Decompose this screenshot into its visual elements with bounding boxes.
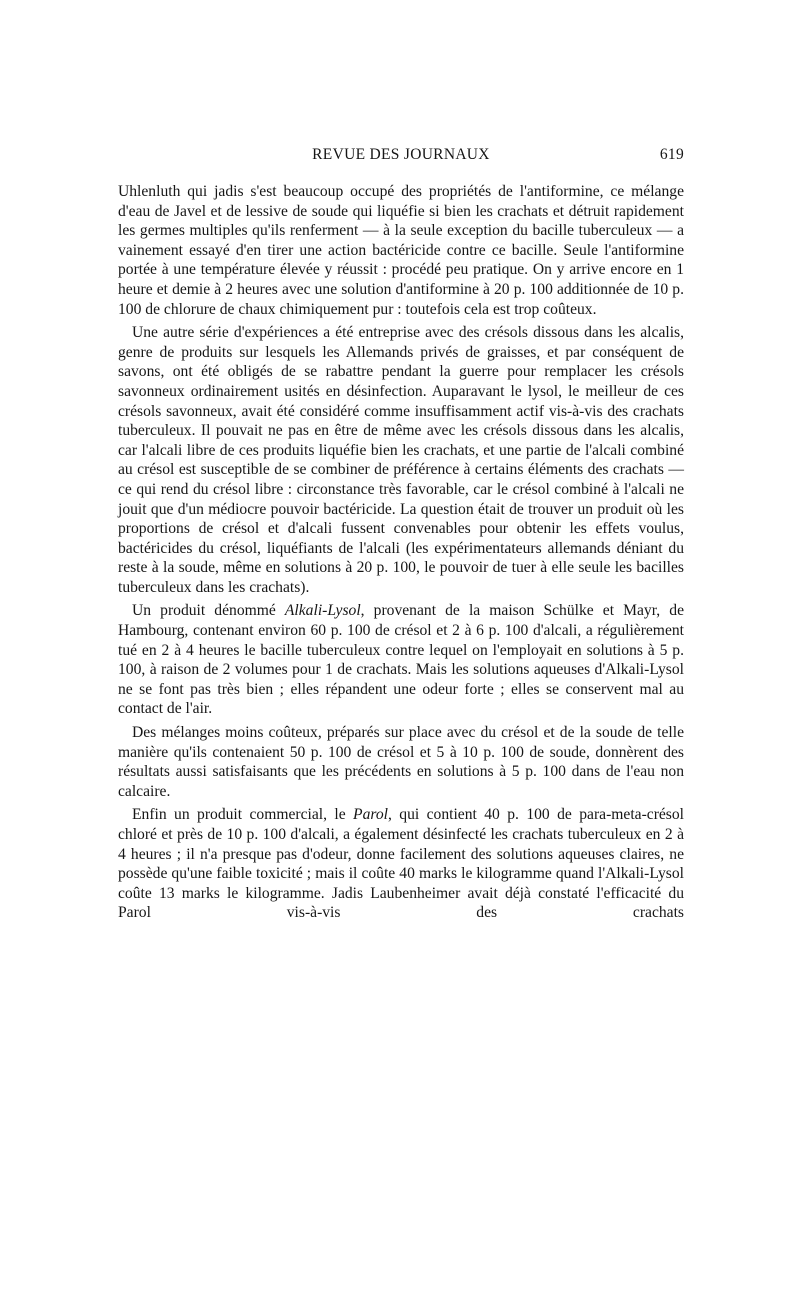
paragraph-text-segment: , provenant de la maison Schülke et Mayr, de Hambourg, contenant environ 60 p. 100 de crésol et 2 à 6 p. 100 d'alcali, a régulièrement tué en 2 à 4 heures le bacille tuberculeux contre lequel on l'employait en solutions à 5 p. 100, à raison de 2 volumes pour 1 de crachats. Mais les solutions aqueuses d'Alkali-Lysol ne se font pas très bien ; elles répandent une odeur forte ; elles se conservent mal au contact de l'air. — [118, 602, 685, 718]
paragraph-text-segment: Enfin un produit commercial, le — [132, 806, 354, 824]
running-title: REVUE DES JOURNAUX — [312, 146, 490, 163]
product-name-italic: Alkali-Lysol — [284, 602, 361, 620]
paragraph-parol — [118, 805, 684, 923]
paragraph-cresols-alcalis: Une autre série d'expériences a été entreprise avec des crésols dissous dans les alcalis, genre de produits sur lesquels les Allemands privés de graisses, et par conséquent de savons, ont été obligés de se rabattre pendant la guerre pour remplacer les crésols savonneux ordinairement usités en désinfection. Auparavant le lysol, le meilleur de ces crésols savonneux, avait été considéré comme insuffisamment actif vis-à-vis des crachats tuberculeux. Il pouvait ne pas en être de même avec les crésols dissous dans les alcalis, car l'alcali libre de ces produits liquéfie bien les crachats, et une partie de l'alcali combiné au crésol est susceptible de se combiner de préférence à certains éléments des crachats — ce qui rend du crésol libre : circonstance très favorable, car le crésol combiné à l'alcali ne jouit que d'un médiocre pouvoir bactéricide. La question était de trouver un produit où les proportions de crésol et d'alcali fussent convenables pour obtenir les effets voulus, bactéricides du crésol, liquéfiants de l'alcali (les expérimentateurs allemands déniant du reste à la soude, même en solutions à 20 p. 100, le pouvoir de tuer à elle seule les bacilles tuberculeux dans les crachats). — [118, 324, 684, 596]
paragraph-alkali-lysol — [118, 601, 684, 719]
product-name-italic: Parol — [353, 806, 388, 824]
running-head — [118, 146, 684, 168]
paragraph-antiformine: Uhlenluth qui jadis s'est beaucoup occupé des propriétés de l'antiformine, ce mélange d'eau de Javel et de lessive de soude qui liquéfie si bien les crachats et détruit rapidement les germes multiples qu'ils renferment — à la seule exception du bacille tuberculeux — a vainement essayé d'en tirer une action bactéricide contre ce bacille. Seule l'antiformine portée à une température élevée y réussit : procédé peu pratique. On y arrive encore en 1 heure et demie à 2 heures avec une solution d'antiformine à 20 p. 100 additionnée de 10 p. 100 de chlorure de chaux chimiquement pur : toutefois cela est trop coûteux. — [118, 183, 684, 318]
article-body — [118, 182, 684, 923]
journal-page — [118, 146, 684, 923]
paragraph-melanges: Des mélanges moins coûteux, préparés sur place avec du crésol et de la soude de telle manière qu'ils contenaient 50 p. 100 de crésol et 5 à 10 p. 100 de soude, donnèrent des résultats aussi satisfaisants que les précédents en solutions à 5 p. 100 dans de l'eau non calcaire. — [118, 724, 684, 800]
paragraph-text-segment: Un produit dénommé — [132, 602, 285, 620]
page-number: 619 — [659, 146, 684, 163]
paragraph-text-segment: , qui contient 40 p. 100 de para-meta-crésol chloré et près de 10 p. 100 d'alcali, a également désinfecté les crachats tuberculeux en 2 à 4 heures ; il n'a presque pas d'odeur, donne facilement des solutions aqueuses claires, ne possède qu'une faible toxicité ; mais il coûte 40 marks le kilogramme quand l'Alkali-Lysol coûte 13 marks le kilogramme. Jadis Laubenheimer avait déjà constaté l'efficacité du Parol vis-à-vis des crachats — [118, 806, 685, 922]
